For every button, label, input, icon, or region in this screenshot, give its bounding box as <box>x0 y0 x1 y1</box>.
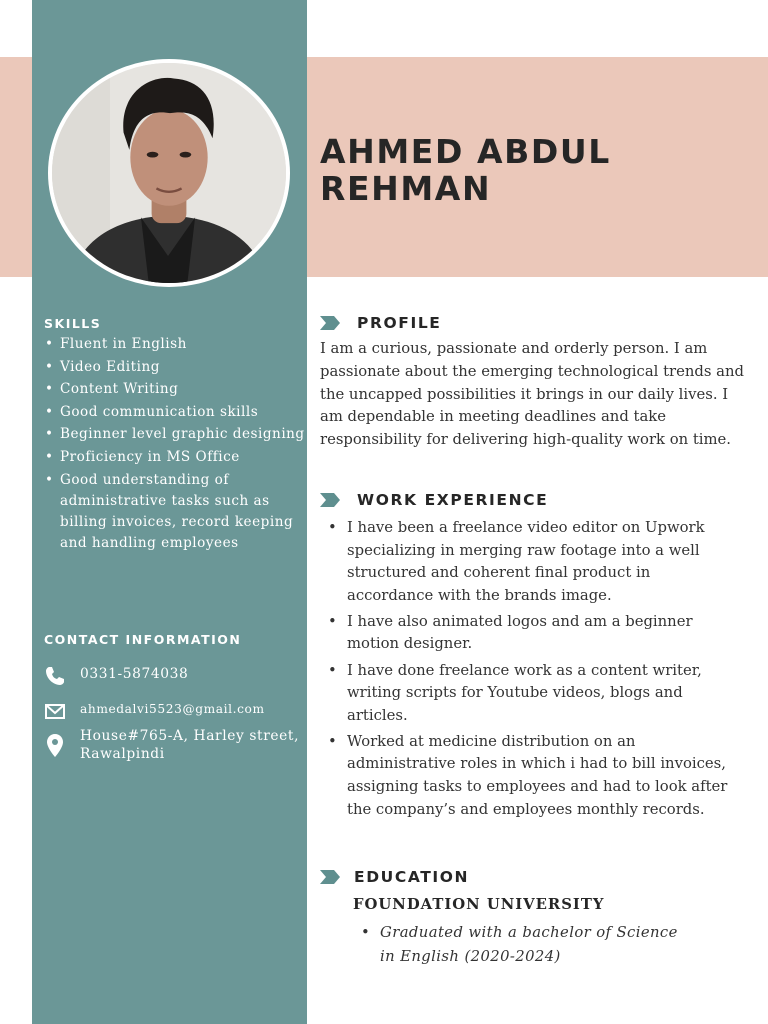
work-item: • I have also animated logos and am a beginner motion designer. <box>328 611 740 656</box>
work-heading-label: WORK EXPERIENCE <box>357 491 549 509</box>
contact-heading: CONTACT INFORMATION <box>44 632 242 647</box>
chevron-right-icon <box>320 316 344 330</box>
skill-item: • Beginner level graphic designing <box>44 424 306 445</box>
profile-photo <box>48 59 290 287</box>
skill-item: • Good understanding of administrative tasks such as billing invoices, record keeping and handling employees <box>44 470 306 554</box>
contact-email <box>44 700 306 720</box>
phone-icon <box>44 665 66 687</box>
institution-name: FOUNDATION UNIVERSITY <box>353 896 605 913</box>
work-item: • Worked at medicine distribution on an administrative roles in which i had to bill invoices, assigning tasks to employees and had to look after the company’s and employees monthly records. <box>328 731 740 821</box>
candidate-name: AHMED ABDUL REHMAN <box>320 132 611 208</box>
skills-heading: SKILLS <box>44 316 102 331</box>
skill-item: • Fluent in English <box>44 334 306 355</box>
education-heading <box>320 868 469 886</box>
profile-summary: I am a curious, passionate and orderly person. I am passionate about the emerging technological trends and the uncapped possibilities it brings in our daily lives. I am dependable in meeting deadlines and take responsibility for delivering high-quality work on time. <box>320 340 744 449</box>
skill-item: • Content Writing <box>44 379 306 400</box>
profile-heading-label: PROFILE <box>357 314 442 332</box>
contact-address <box>44 727 306 767</box>
work-heading <box>320 491 548 509</box>
envelope-icon <box>44 700 66 722</box>
skill-item: • Good communication skills <box>44 402 306 423</box>
chevron-right-icon <box>320 870 344 884</box>
chevron-right-icon <box>320 493 344 507</box>
phone-number: 0331-5874038 <box>80 666 189 682</box>
education-heading-label: EDUCATION <box>354 868 470 886</box>
work-item: • I have been a freelance video editor on Upwork specializing in merging raw footage into a well structured and coherent final product in accordance with the brands image. <box>328 517 740 607</box>
education-list <box>361 921 691 969</box>
work-item: • I have done freelance work as a content writer, writing scripts for Youtube videos, blogs and articles. <box>328 660 740 728</box>
location-pin-icon <box>44 733 66 755</box>
work-experience-list <box>328 517 740 825</box>
postal-address: House#765-A, Harley street, Rawalpindi <box>80 728 300 762</box>
skill-item: • Video Editing <box>44 357 306 378</box>
email-address: ahmedalvi5523@gmail.com <box>80 702 265 716</box>
skill-item: • Proficiency in MS Office <box>44 447 306 468</box>
skills-list <box>44 334 306 555</box>
contact-phone <box>44 665 306 687</box>
education-item: • Graduated with a bachelor of Science in English (2020-2024) <box>361 921 691 969</box>
profile-heading <box>320 314 442 332</box>
